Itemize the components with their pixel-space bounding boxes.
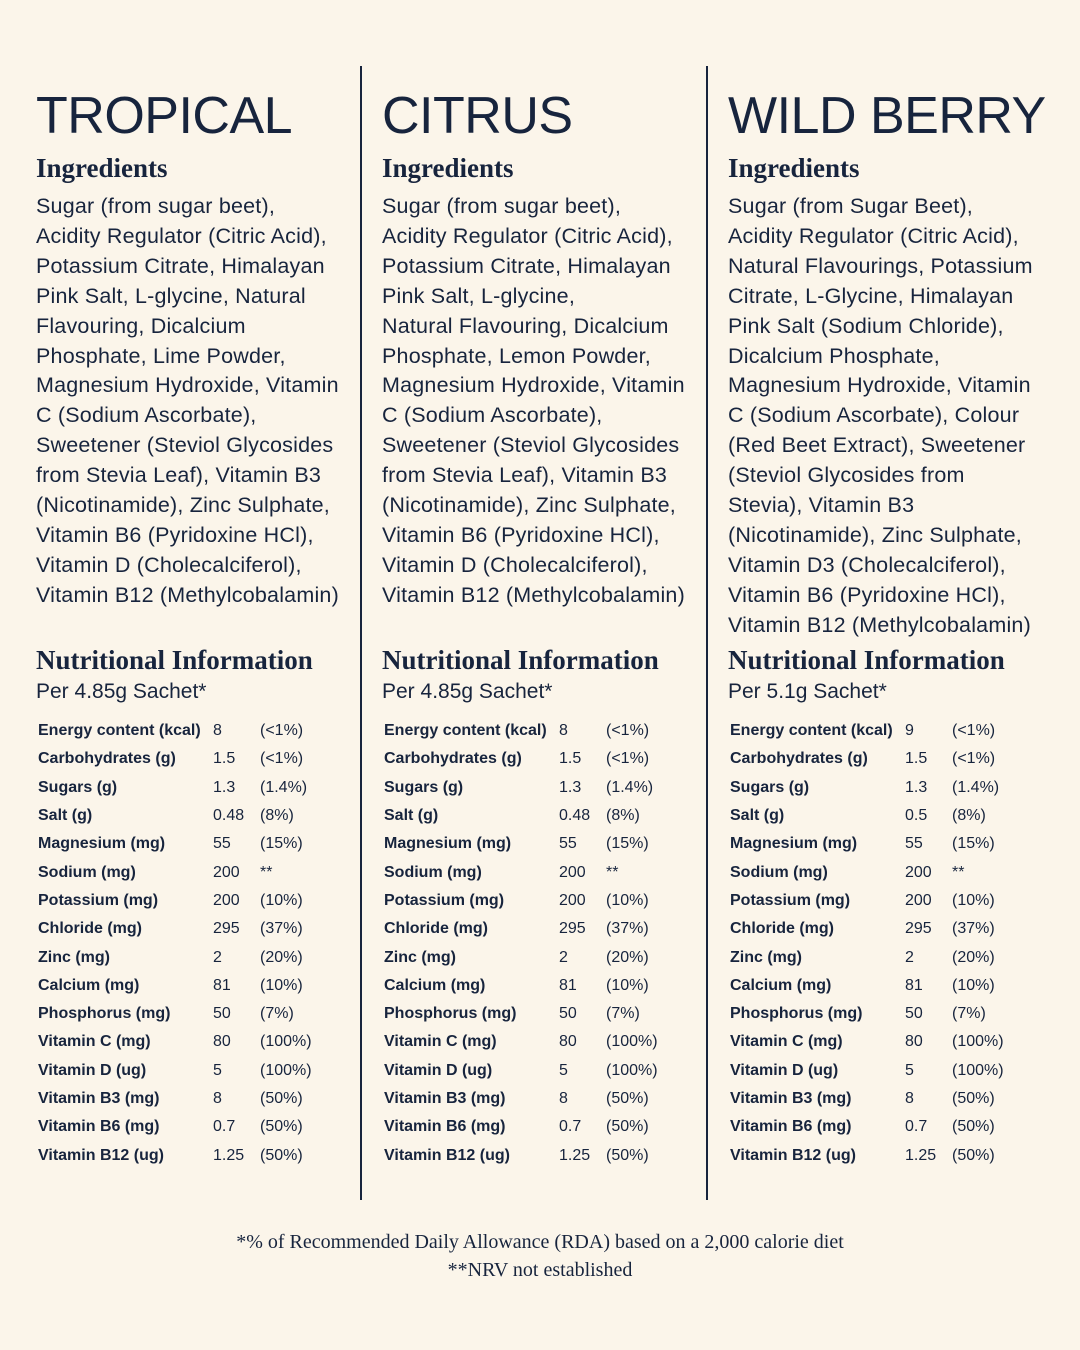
ingredients-line: Pink Salt, L-glycine, Natural [36, 283, 306, 308]
nutrient-name: Potassium (mg) [384, 891, 505, 909]
ingredients-list [36, 192, 366, 611]
nutrient-rda: (50%) [260, 1118, 303, 1136]
nutrient-name: Sodium (mg) [38, 863, 136, 881]
nutrient-value: 8 [559, 1090, 568, 1107]
nutrient-row [38, 972, 330, 1000]
ingredients-line: (Steviol Glycosides from [728, 463, 965, 488]
nutrient-rda: (8%) [952, 807, 986, 825]
nutrition-table [38, 717, 330, 1170]
nutrient-row [384, 887, 676, 915]
nutrient-value: 9 [905, 722, 914, 740]
nutrient-name: Sugars (g) [384, 778, 464, 796]
nutrient-row [384, 858, 676, 886]
ingredients-line: Flavouring, Dicalcium [36, 313, 246, 338]
nutrient-rda: (50%) [952, 1090, 995, 1107]
ingredients-line: Pink Salt, L-glycine, [382, 283, 576, 308]
nutrient-row [38, 887, 330, 915]
nutrient-name: Sodium (mg) [384, 863, 482, 881]
nutrient-value: 200 [905, 863, 932, 881]
nutrient-name: Vitamin B3 (mg) [38, 1090, 160, 1107]
nutrition-heading: Nutritional Information [382, 645, 659, 675]
ingredients-line: from Stevia Leaf), Vitamin B3 [36, 463, 322, 488]
nutrition-table [384, 717, 676, 1170]
nutrient-rda: (100%) [606, 1061, 658, 1079]
nutrient-rda: (20%) [952, 948, 995, 966]
nutrient-row [38, 717, 330, 745]
nutrient-value: 8 [213, 1090, 222, 1107]
ingredients-line: C (Sodium Ascorbate), [36, 403, 257, 428]
nutrient-value: 5 [213, 1061, 222, 1079]
nutrient-row [730, 1057, 1022, 1085]
nutrient-value: 0.48 [213, 807, 245, 825]
nutrient-value: 81 [559, 976, 577, 994]
nutrient-rda: (<1%) [260, 750, 304, 768]
ingredients-heading: Ingredients [36, 153, 168, 183]
nutrient-rda: (<1%) [260, 722, 304, 740]
nutrient-row [730, 717, 1022, 745]
nutrient-row [730, 915, 1022, 943]
nutrient-value: 8 [213, 722, 222, 740]
nutrient-name: Calcium (mg) [730, 976, 832, 994]
nutrient-value: 295 [905, 920, 932, 938]
nutrient-row [38, 1141, 330, 1169]
nutrient-value: 5 [559, 1061, 568, 1079]
nutrient-rda: (<1%) [952, 750, 996, 768]
nutrient-row [38, 745, 330, 773]
nutrient-rda: (100%) [260, 1061, 312, 1079]
nutrient-value: 81 [213, 976, 231, 994]
nutrient-value: 295 [559, 920, 586, 938]
nutrient-value: 1.5 [559, 750, 582, 768]
nutrient-rda: (1.4%) [606, 778, 654, 796]
ingredients-heading: Ingredients [728, 153, 860, 183]
serving-size: Per 4.85g Sachet* [382, 680, 553, 703]
ingredients-heading: Ingredients [382, 153, 514, 183]
nutrient-row [384, 1057, 676, 1085]
nutrient-value: 0.5 [905, 807, 928, 825]
ingredients-line: Vitamin B6 (Pyridoxine HCl), [728, 582, 1006, 607]
nrv-footnote: **NRV not established [447, 1259, 633, 1281]
nutrient-name: Vitamin C (mg) [730, 1033, 843, 1051]
nutrient-rda: ** [606, 863, 619, 881]
nutrient-value: 1.5 [213, 750, 236, 768]
ingredients-line: Vitamin B12 (Methylcobalamin) [36, 582, 339, 607]
nutrient-name: Vitamin B12 (ug) [730, 1146, 856, 1164]
nutrient-value: 8 [559, 722, 568, 740]
nutrient-name: Potassium (mg) [38, 891, 159, 909]
nutrient-value: 80 [905, 1033, 923, 1051]
nutrient-rda: ** [260, 863, 273, 881]
nutrient-value: 0.48 [559, 807, 591, 825]
nutrient-value: 1.25 [905, 1146, 937, 1164]
ingredients-line: Sugar (from Sugar Beet), [728, 194, 973, 218]
ingredients-line: Phosphate, Lime Powder, [36, 343, 286, 368]
nutrient-row [384, 802, 676, 830]
nutrient-row [38, 774, 330, 802]
nutrient-value: 2 [559, 948, 568, 966]
nutrient-name: Vitamin C (mg) [38, 1033, 151, 1051]
nutrient-name: Sugars (g) [38, 778, 118, 796]
nutrient-name: Magnesium (mg) [384, 835, 512, 853]
ingredients-line: Vitamin B6 (Pyridoxine HCl), [36, 522, 314, 547]
nutrition-heading: Nutritional Information [728, 645, 1005, 675]
ingredients-line: Natural Flavourings, Potassium [728, 253, 1033, 278]
nutrient-value: 1.25 [213, 1146, 245, 1164]
nutrient-row [384, 1085, 676, 1113]
ingredients-line: Vitamin D (Cholecalciferol), [382, 552, 648, 577]
nutrient-name: Calcium (mg) [384, 976, 486, 994]
ingredients-line: C (Sodium Ascorbate), [382, 403, 603, 428]
ingredients-line: Acidity Regulator (Citric Acid), [728, 223, 1019, 248]
nutrient-rda: (100%) [952, 1033, 1004, 1051]
ingredients-line: Natural Flavouring, Dicalcium [382, 313, 669, 338]
nutrient-row [730, 774, 1022, 802]
nutrient-value: 55 [559, 835, 577, 853]
nutrient-row [38, 1000, 330, 1028]
nutrient-value: 2 [905, 948, 914, 966]
nutrient-name: Sodium (mg) [730, 863, 828, 881]
nutrient-rda: (15%) [260, 835, 303, 853]
nutrient-name: Phosphorus (mg) [730, 1005, 863, 1023]
nutrient-name: Potassium (mg) [730, 891, 851, 909]
ingredients-line: Acidity Regulator (Citric Acid), [36, 223, 327, 248]
nutrient-row [38, 802, 330, 830]
nutrient-row [730, 943, 1022, 971]
nutrient-value: 1.3 [559, 778, 582, 796]
nutrient-row [38, 830, 330, 858]
flavor-title: TROPICAL [36, 87, 293, 145]
ingredients-line: Acidity Regulator (Citric Acid), [382, 223, 673, 248]
nutrient-name: Vitamin B6 (mg) [730, 1118, 852, 1136]
nutrient-name: Salt (g) [384, 807, 439, 825]
nutrient-row [730, 802, 1022, 830]
ingredients-line: Vitamin D3 (Cholecalciferol), [728, 552, 1006, 577]
nutrient-rda: (7%) [260, 1005, 294, 1023]
ingredients-line: Potassium Citrate, Himalayan [382, 253, 671, 278]
nutrition-heading: Nutritional Information [36, 645, 313, 675]
nutrient-rda: (7%) [606, 1005, 640, 1023]
nutrient-value: 50 [905, 1005, 923, 1023]
nutrient-row [384, 943, 676, 971]
nutrient-name: Vitamin C (mg) [384, 1033, 497, 1051]
nutrient-name: Calcium (mg) [38, 976, 140, 994]
nutrient-name: Chloride (mg) [38, 920, 142, 938]
nutrient-rda: (37%) [606, 920, 649, 938]
nutrient-name: Vitamin B12 (ug) [384, 1146, 510, 1164]
nutrient-name: Phosphorus (mg) [38, 1005, 171, 1023]
nutrient-value: 200 [559, 863, 586, 881]
nutrient-rda: (<1%) [606, 750, 650, 768]
nutrient-row [38, 915, 330, 943]
nutrient-rda: (20%) [260, 948, 303, 966]
nutrient-row [730, 1028, 1022, 1056]
nutrient-row [38, 943, 330, 971]
ingredients-line: Vitamin B6 (Pyridoxine HCl), [382, 522, 660, 547]
nutrient-name: Salt (g) [730, 807, 785, 825]
nutrient-row [730, 1000, 1022, 1028]
nutrient-name: Salt (g) [38, 807, 93, 825]
ingredients-line: Citrate, L-Glycine, Himalayan [728, 283, 1014, 308]
nutrient-value: 50 [213, 1005, 231, 1023]
ingredients-list [728, 192, 1058, 641]
nutrient-row [730, 1141, 1022, 1169]
nutrient-name: Zinc (mg) [730, 948, 802, 966]
ingredients-line: (Nicotinamide), Zinc Sulphate, [36, 493, 330, 518]
ingredients-line: Sugar (from sugar beet), [382, 194, 622, 218]
ingredients-line: (Nicotinamide), Zinc Sulphate, [728, 522, 1022, 547]
nutrient-name: Sugars (g) [730, 778, 810, 796]
nutrient-rda: (50%) [260, 1146, 303, 1164]
nutrient-row [38, 858, 330, 886]
nutrient-value: 1.5 [905, 750, 928, 768]
ingredients-line: (Red Beet Extract), Sweetener [728, 433, 1026, 458]
nutrient-value: 55 [905, 835, 923, 853]
nutrient-rda: (10%) [260, 976, 303, 994]
nutrient-rda: (100%) [260, 1033, 312, 1051]
nutrient-value: 80 [559, 1033, 577, 1051]
nutrient-value: 8 [905, 1090, 914, 1107]
nutrient-name: Chloride (mg) [730, 920, 834, 938]
nutrient-row [384, 1028, 676, 1056]
ingredients-line: Magnesium Hydroxide, Vitamin [382, 373, 685, 398]
nutrient-name: Magnesium (mg) [38, 835, 166, 853]
ingredients-line: Sugar (from sugar beet), [36, 194, 276, 218]
nutrition-table [730, 717, 1022, 1170]
nutrient-rda: (50%) [606, 1118, 649, 1136]
nutrient-rda: (10%) [260, 891, 303, 909]
nutrient-row [384, 972, 676, 1000]
nutrient-value: 0.7 [905, 1118, 928, 1136]
nutrient-value: 2 [213, 948, 222, 966]
nutrient-rda: (1.4%) [952, 778, 1000, 796]
nutrient-value: 200 [559, 891, 586, 909]
nutrient-name: Vitamin D (ug) [730, 1061, 839, 1079]
nutrient-rda: (50%) [260, 1090, 303, 1107]
nutrient-row [384, 915, 676, 943]
nutrient-rda: (10%) [952, 891, 995, 909]
ingredients-line: Stevia), Vitamin B3 [728, 493, 915, 518]
nutrient-name: Vitamin D (ug) [38, 1061, 147, 1079]
nutrient-row [730, 1113, 1022, 1141]
nutrient-name: Carbohydrates (g) [730, 750, 868, 768]
nutrient-name: Vitamin B3 (mg) [730, 1090, 852, 1107]
nutrient-name: Vitamin B12 (ug) [38, 1146, 164, 1164]
rda-footnote: *% of Recommended Daily Allowance (RDA) based on a 2,000 calorie diet [236, 1231, 844, 1253]
nutrient-rda: (<1%) [606, 722, 650, 740]
nutrient-name: Magnesium (mg) [730, 835, 858, 853]
nutrient-row [384, 830, 676, 858]
serving-size: Per 5.1g Sachet* [728, 680, 887, 703]
nutrient-name: Energy content (kcal) [384, 722, 547, 740]
nutrient-row [730, 972, 1022, 1000]
nutrient-rda: (1.4%) [260, 778, 308, 796]
nutrient-rda: (8%) [260, 807, 294, 825]
ingredients-line: Magnesium Hydroxide, Vitamin [728, 373, 1031, 398]
nutrient-rda: (10%) [952, 976, 995, 994]
footnotes [0, 1228, 1080, 1284]
nutrient-value: 200 [213, 891, 240, 909]
nutrient-name: Carbohydrates (g) [38, 750, 176, 768]
nutrient-name: Energy content (kcal) [730, 722, 893, 740]
nutrient-row [384, 1141, 676, 1169]
nutrient-row [384, 717, 676, 745]
ingredients-line: Magnesium Hydroxide, Vitamin [36, 373, 339, 398]
ingredients-line: Sweetener (Steviol Glycosides [36, 433, 334, 458]
nutrient-rda: (15%) [952, 835, 995, 853]
nutrient-rda: (15%) [606, 835, 649, 853]
nutrient-row [384, 745, 676, 773]
nutrient-value: 1.3 [213, 778, 236, 796]
serving-size: Per 4.85g Sachet* [36, 680, 207, 703]
ingredients-line: (Nicotinamide), Zinc Sulphate, [382, 493, 676, 518]
nutrient-row [38, 1057, 330, 1085]
nutrient-value: 200 [213, 863, 240, 881]
nutrient-value: 0.7 [559, 1118, 582, 1136]
nutrient-row [384, 1113, 676, 1141]
ingredients-line: Dicalcium Phosphate, [728, 343, 940, 368]
nutrient-rda: (<1%) [952, 722, 996, 740]
ingredients-line: Sweetener (Steviol Glycosides [382, 433, 680, 458]
ingredients-line: Vitamin D (Cholecalciferol), [36, 552, 302, 577]
nutrient-name: Vitamin B6 (mg) [38, 1118, 160, 1136]
nutrient-name: Phosphorus (mg) [384, 1005, 517, 1023]
nutrient-name: Chloride (mg) [384, 920, 488, 938]
nutrient-row [730, 858, 1022, 886]
nutrient-value: 1.3 [905, 778, 928, 796]
nutrient-row [730, 745, 1022, 773]
nutrient-rda: (10%) [606, 976, 649, 994]
nutrient-rda: (7%) [952, 1005, 986, 1023]
nutrient-row [384, 1000, 676, 1028]
nutrient-rda: (50%) [952, 1146, 995, 1164]
nutrient-value: 5 [905, 1061, 914, 1079]
flavor-title: WILD BERRY [728, 87, 1046, 145]
nutrient-rda: ** [952, 863, 965, 881]
nutrient-rda: (37%) [260, 920, 303, 938]
nutrient-name: Zinc (mg) [384, 948, 456, 966]
nutrient-name: Zinc (mg) [38, 948, 110, 966]
nutrient-row [730, 1085, 1022, 1113]
nutrient-name: Vitamin B3 (mg) [384, 1090, 506, 1107]
nutrient-rda: (50%) [952, 1118, 995, 1136]
nutrient-rda: (50%) [606, 1146, 649, 1164]
ingredients-line: C (Sodium Ascorbate), Colour [728, 403, 1020, 428]
nutrient-rda: (100%) [606, 1033, 658, 1051]
nutrient-row [38, 1028, 330, 1056]
nutrient-rda: (37%) [952, 920, 995, 938]
nutrient-name: Vitamin D (ug) [384, 1061, 493, 1079]
ingredients-line: from Stevia Leaf), Vitamin B3 [382, 463, 668, 488]
nutrient-row [730, 830, 1022, 858]
nutrient-row [730, 887, 1022, 915]
nutrient-row [38, 1113, 330, 1141]
nutrient-value: 200 [905, 891, 932, 909]
nutrient-value: 0.7 [213, 1118, 236, 1136]
nutrient-row [384, 774, 676, 802]
ingredients-line: Vitamin B12 (Methylcobalamin) [382, 582, 685, 607]
nutrient-value: 50 [559, 1005, 577, 1023]
nutrient-value: 1.25 [559, 1146, 591, 1164]
ingredients-line: Phosphate, Lemon Powder, [382, 343, 651, 368]
nutrient-rda: (8%) [606, 807, 640, 825]
nutrient-rda: (10%) [606, 891, 649, 909]
nutrient-name: Carbohydrates (g) [384, 750, 522, 768]
nutrient-value: 295 [213, 920, 240, 938]
ingredients-list [382, 192, 712, 611]
nutrient-row [38, 1085, 330, 1113]
nutrient-value: 81 [905, 976, 923, 994]
nutrient-name: Vitamin B6 (mg) [384, 1118, 506, 1136]
nutrient-value: 55 [213, 835, 231, 853]
nutrient-rda: (20%) [606, 948, 649, 966]
ingredients-line: Pink Salt (Sodium Chloride), [728, 313, 1004, 338]
nutrient-name: Energy content (kcal) [38, 722, 201, 740]
nutrient-value: 80 [213, 1033, 231, 1051]
ingredients-line: Vitamin B12 (Methylcobalamin) [728, 612, 1031, 637]
flavor-title: CITRUS [382, 87, 573, 145]
nutrient-rda: (50%) [606, 1090, 649, 1107]
ingredients-line: Potassium Citrate, Himalayan [36, 253, 325, 278]
nutrient-rda: (100%) [952, 1061, 1004, 1079]
